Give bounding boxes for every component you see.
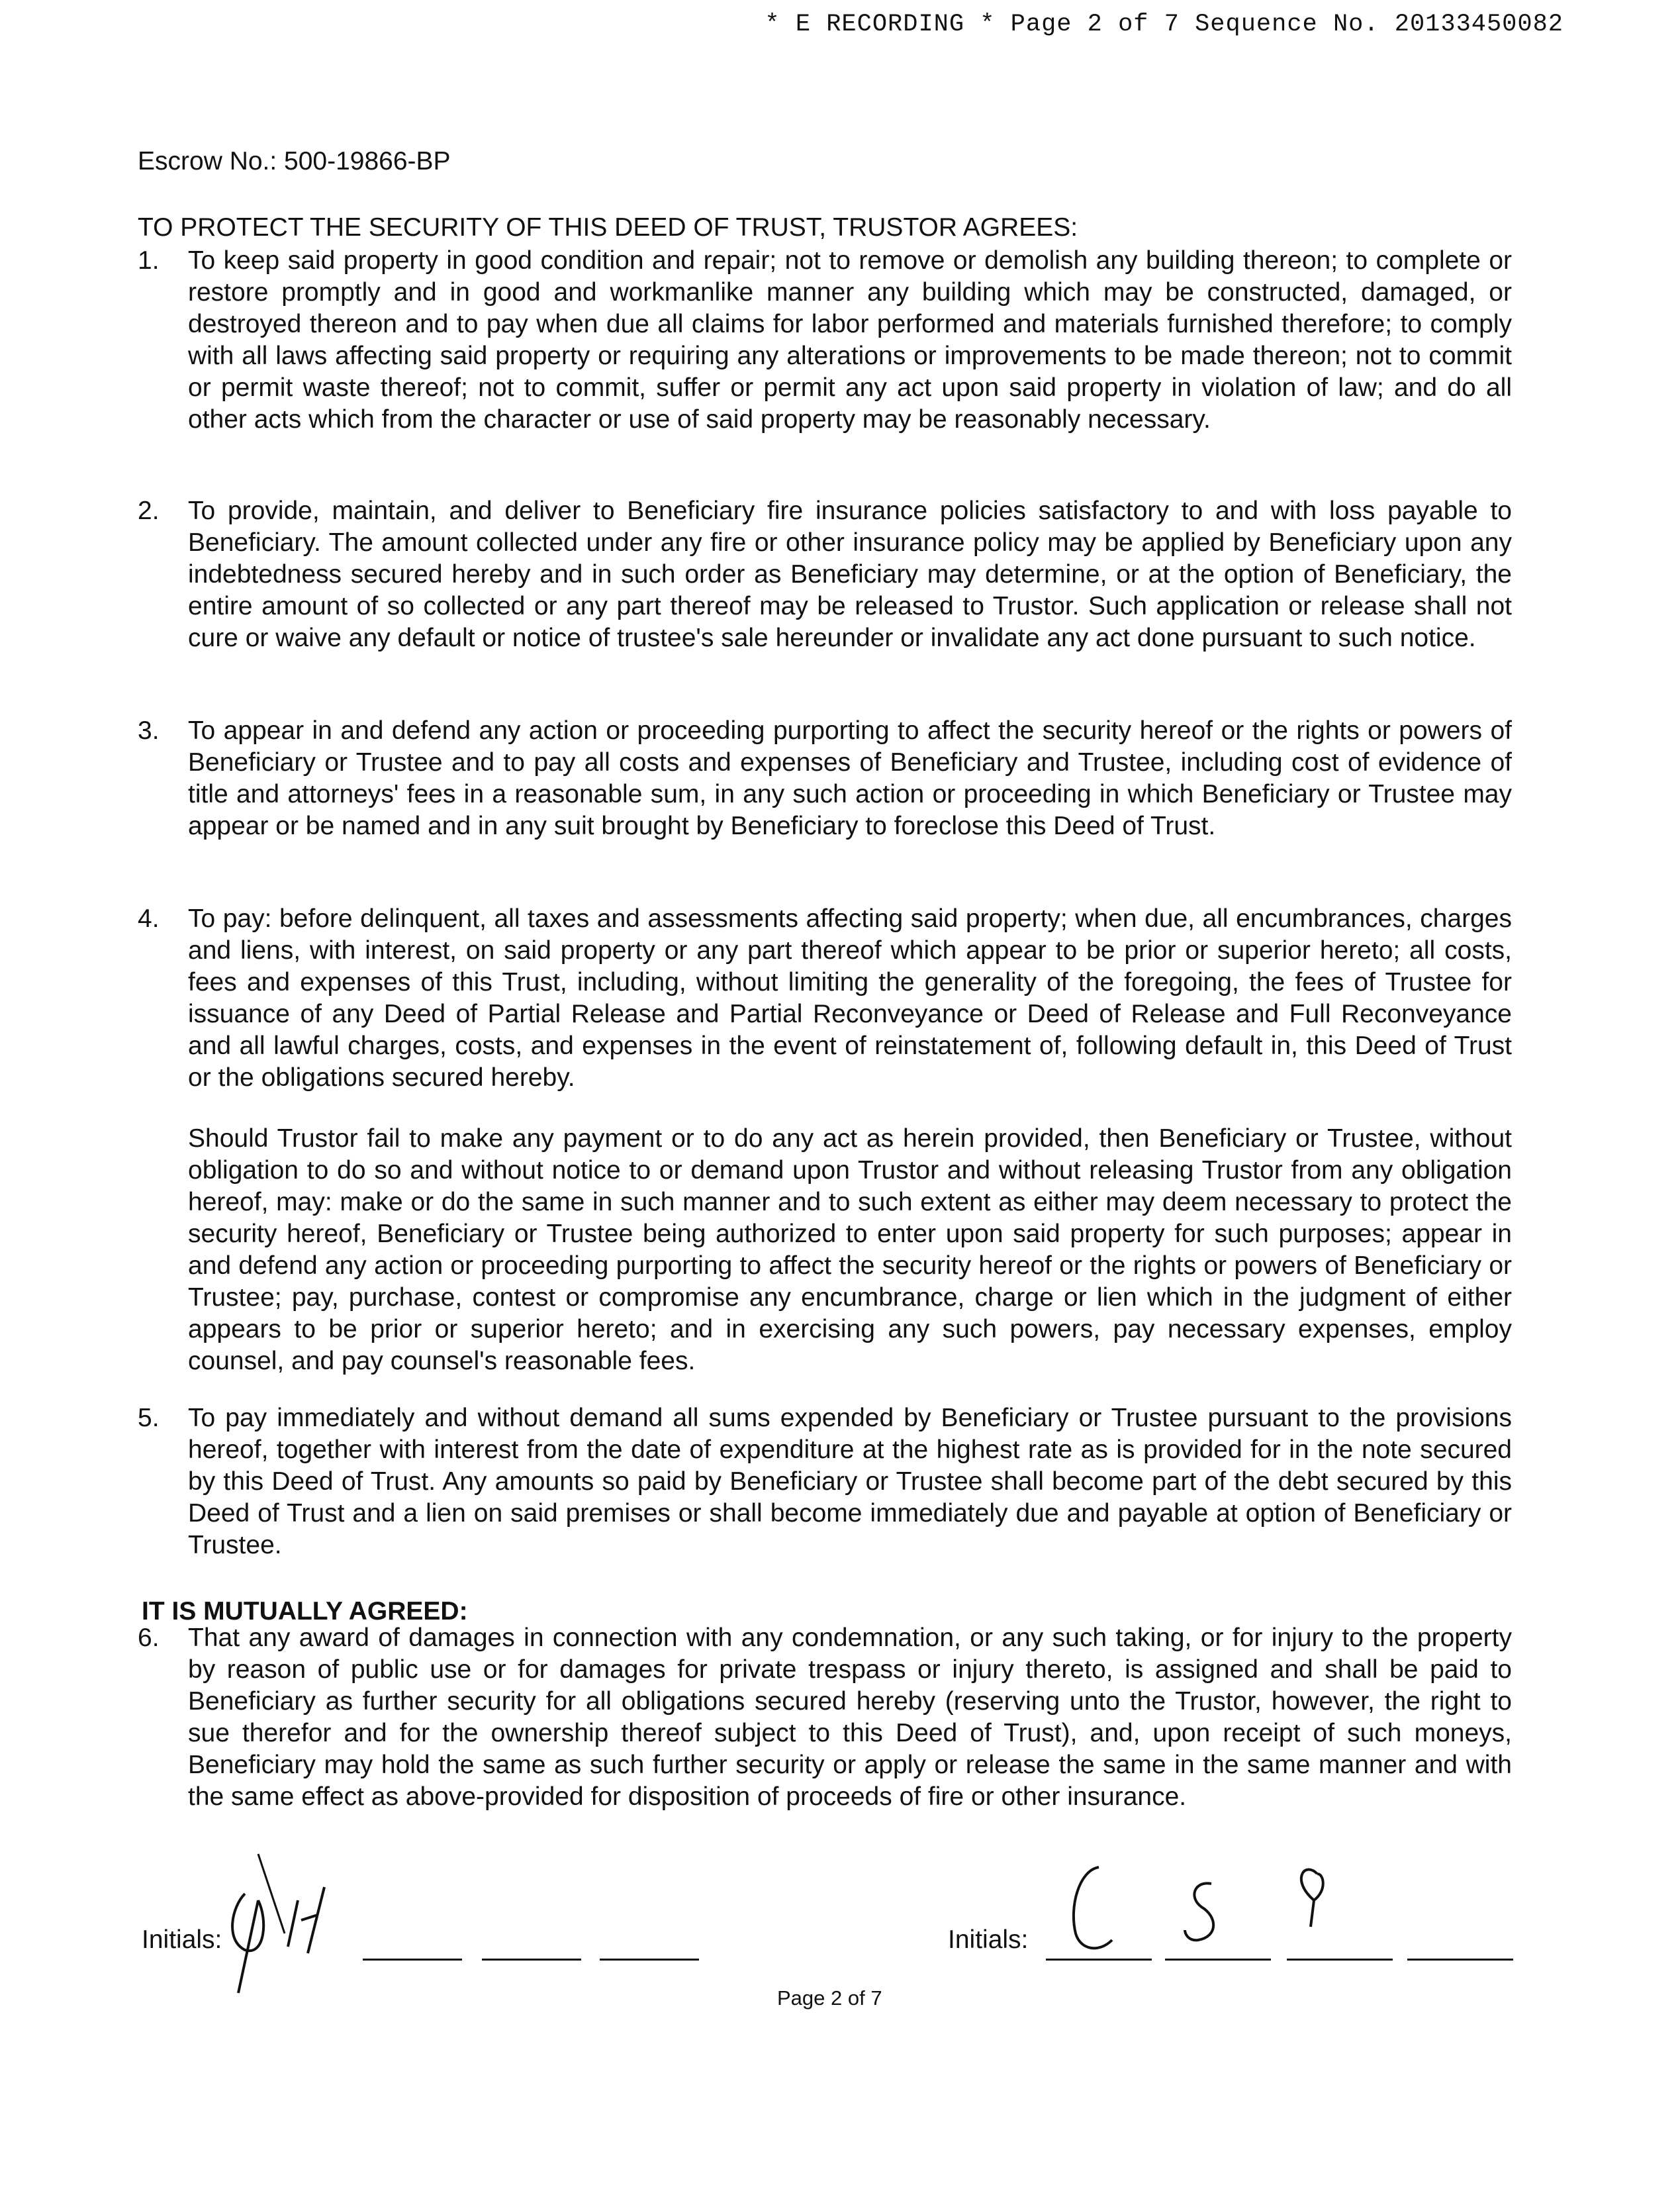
item-text: To keep said property in good condition and repair; not to remove or demolish any building thereon; to complete or restore promptly and in good and workmanlike manner any building which may be constructed, damaged, or destroyed thereon and to pay when due all claims for labor performed and materials furnished therefore; to comply with all laws affecting said property or requiring any alterations or improvements to be made thereon; not to commit or permit waste thereof; not to commit, suffer or permit any act upon said property in violation of law; and do all other acts which from the character or use of said property may be reasonably necessary. bbox=[188, 246, 1512, 434]
list-item bbox=[138, 715, 1512, 842]
item-number: 5. bbox=[138, 1404, 160, 1432]
recording-header: * E RECORDING * Page 2 of 7 Sequence No. 20133450082 bbox=[765, 11, 1563, 38]
signature-initials-left bbox=[218, 1841, 377, 2006]
item-text: To pay immediately and without demand all sums expended by Beneficiary or Trustee pursuant to the provisions hereof, together with interest from the date of expenditure at the highest rate as is provided for in the note secured by this Deed of Trust. Any amounts so paid by Beneficiary or Trustee shall become part of the debt secured by this Deed of Trust and a lien on said premises or shall become immediately due and payable at option of Beneficiary or Trustee. bbox=[188, 1404, 1512, 1559]
initials-blank[interactable] bbox=[600, 1959, 699, 1961]
mutually-agreed-heading: IT IS MUTUALLY AGREED: bbox=[142, 1597, 468, 1626]
list-item bbox=[138, 245, 1512, 436]
signature-initials-right bbox=[1059, 1854, 1403, 1960]
item-text: To appear in and defend any action or proceeding purporting to affect the security hereof or the rights or powers of Beneficiary or Trustee and to pay all costs and expenses of Beneficiary and Trustee, including cost of evidence of title and attorneys' fees in a reasonable sum, in any such action or proceeding in which Beneficiary or Trustee may appear or be named and in any suit brought by Beneficiary to foreclose this Deed of Trust. bbox=[188, 716, 1512, 840]
initials-label-right: Initials: bbox=[948, 1925, 1029, 1954]
initials-blank[interactable] bbox=[482, 1959, 581, 1961]
list-item bbox=[138, 1402, 1512, 1561]
list-item bbox=[138, 903, 1512, 1094]
escrow-number: Escrow No.: 500-19866-BP bbox=[138, 147, 451, 175]
item-number: 4. bbox=[138, 904, 160, 933]
initials-label-left: Initials: bbox=[142, 1925, 222, 1954]
page-number: Page 2 of 7 bbox=[777, 1986, 882, 2010]
list-item bbox=[138, 1622, 1512, 1813]
trustor-agrees-heading: TO PROTECT THE SECURITY OF THIS DEED OF TRUST, TRUSTOR AGREES: bbox=[138, 213, 1078, 242]
initials-blank[interactable] bbox=[363, 1959, 462, 1961]
item-text: To pay: before delinquent, all taxes and assessments affecting said property; when due, all encumbrances, charges and liens, with interest, on said property or any part thereof which appear to be prior or superior hereto; all costs, fees and expenses of this Trust, including, without limiting the generality of the foregoing, the fees of Trustee for issuance of any Deed of Partial Release and Partial Reconveyance or Deed of Release and Full Reconveyance and all lawful charges, costs, and expenses in the event of reinstatement of, following default in, this Deed of Trust or the obligations secured hereby. bbox=[188, 904, 1512, 1092]
initials-blank[interactable] bbox=[1407, 1959, 1513, 1961]
item-number: 3. bbox=[138, 716, 160, 745]
item-number: 6. bbox=[138, 1624, 160, 1652]
item-number: 2. bbox=[138, 497, 160, 525]
item-4-continuation: Should Trustor fail to make any payment or to do any act as herein provided, then Beneficiary or Trustee, without obligation to do so and without notice to or demand upon Trustor and without releasing Trustor from any obligation hereof, may: make or do the same in such manner and to such extent as either may deem necessary to protect the security hereof, Beneficiary or Trustee being authorized to enter upon said property for such purposes; appear in and defend any action or proceeding purporting to affect the security hereof or the rights or powers of Beneficiary or Trustee; pay, purchase, contest or compromise any encumbrance, charge or lien which in the judgment of either appears to be prior or superior hereto; and in exercising any such powers, pay necessary expenses, employ counsel, and pay counsel's reasonable fees. bbox=[188, 1124, 1512, 1375]
item-text: That any award of damages in connection with any condemnation, or any such taking, or for injury to the property by reason of public use or for damages for private trespass or injury thereto, is assigned and shall be paid to Beneficiary as further security for all obligations secured hereby (reserving unto the Trustor, however, the right to sue therefor and for the ownership thereof subject to this Deed of Trust), and, upon receipt of such moneys, Beneficiary may hold the same as such further security or apply or release the same in the same manner and with the same effect as above-provided for disposition of proceeds of fire or other insurance. bbox=[188, 1624, 1512, 1811]
item-text: To provide, maintain, and deliver to Beneficiary fire insurance policies satisfactory to and with loss payable to Beneficiary. The amount collected under any fire or other insurance policy may be applied by Beneficiary upon any indebtedness secured hereby and in such order as Beneficiary may determine, or at the option of Beneficiary, the entire amount of so collected or any part thereof may be released to Trustor. Such application or release shall not cure or waive any default or notice of trustee's sale hereunder or invalidate any act done pursuant to such notice. bbox=[188, 497, 1512, 652]
item-number: 1. bbox=[138, 246, 160, 275]
list-item bbox=[138, 495, 1512, 654]
